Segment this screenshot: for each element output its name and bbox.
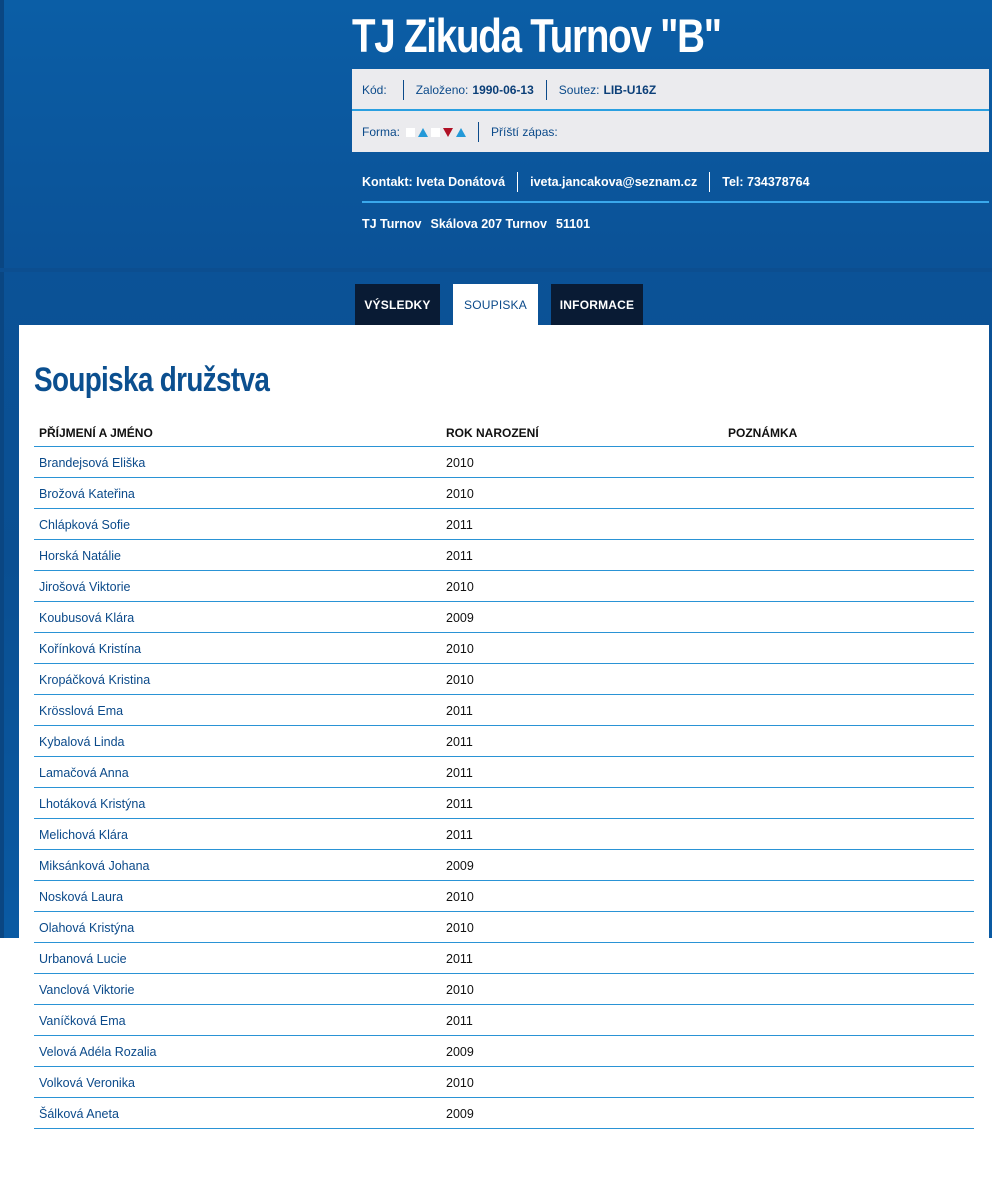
player-birth-year: 2010	[446, 921, 474, 935]
player-birth-year: 2010	[446, 456, 474, 470]
player-note	[728, 1019, 974, 1021]
tab-roster[interactable]: SOUPISKA	[453, 284, 538, 325]
table-row	[34, 1098, 974, 1129]
player-name-link[interactable]: Šálková Aneta	[39, 1107, 119, 1121]
address-street: Skálova 207 Turnov	[430, 217, 547, 231]
player-name-link[interactable]: Brandejsová Eliška	[39, 456, 146, 470]
contact-email-link[interactable]: iveta.jancakova@seznam.cz	[530, 175, 698, 189]
founded-value: 1990-06-13	[472, 83, 534, 97]
tab-information[interactable]: INFORMACE	[551, 284, 643, 325]
form-win-icon	[418, 128, 428, 137]
form-loss-icon	[443, 128, 453, 137]
table-row	[34, 881, 974, 912]
next-match-label: Příští zápas:	[491, 125, 558, 139]
player-name-link[interactable]: Krösslová Ema	[39, 704, 124, 718]
player-name-link[interactable]: Vaníčková Ema	[39, 1014, 126, 1028]
form-win-icon	[456, 128, 466, 137]
player-note	[728, 523, 974, 525]
contact-separator	[517, 172, 518, 192]
player-birth-year: 2011	[446, 766, 473, 780]
player-birth-year: 2010	[446, 487, 474, 501]
player-name-link[interactable]: Vanclová Viktorie	[39, 983, 135, 997]
roster-table	[34, 419, 974, 1129]
table-row	[34, 788, 974, 819]
player-note	[728, 647, 974, 649]
table-row	[34, 695, 974, 726]
player-name-link[interactable]: Nosková Laura	[39, 890, 124, 904]
player-name-link[interactable]: Volková Veronika	[39, 1076, 135, 1090]
player-name-link[interactable]: Olahová Kristýna	[39, 921, 135, 935]
player-name-link[interactable]: Lamačová Anna	[39, 766, 129, 780]
player-note	[728, 1050, 974, 1052]
table-row	[34, 726, 974, 757]
player-name-link[interactable]: Horská Natálie	[39, 549, 121, 563]
player-birth-year: 2009	[446, 1045, 474, 1059]
contact-person: Kontakt: Iveta Donátová	[362, 175, 506, 189]
player-name-link[interactable]: Koubusová Klára	[39, 611, 135, 625]
column-header-note: POZNÁMKA	[728, 425, 798, 440]
player-birth-year: 2011	[446, 797, 473, 811]
form-empty-icon	[431, 128, 440, 137]
player-note	[728, 585, 974, 587]
player-name-link[interactable]: Lhotáková Kristýna	[39, 797, 146, 811]
player-name-link[interactable]: Velová Adéla Rozalia	[39, 1045, 157, 1059]
table-row	[34, 757, 974, 788]
player-note	[728, 678, 974, 680]
table-row	[34, 974, 974, 1005]
info-separator	[546, 80, 547, 100]
table-row	[34, 633, 974, 664]
player-birth-year: 2011	[446, 518, 473, 532]
player-name-link[interactable]: Jirošová Viktorie	[39, 580, 131, 594]
player-birth-year: 2011	[446, 735, 473, 749]
left-edge-strip	[0, 0, 4, 938]
table-row	[34, 912, 974, 943]
player-note	[728, 895, 974, 897]
roster-panel	[19, 325, 989, 1203]
player-name-link[interactable]: Kropáčková Kristina	[39, 673, 151, 687]
player-birth-year: 2009	[446, 611, 474, 625]
player-birth-year: 2010	[446, 1076, 474, 1090]
player-birth-year: 2010	[446, 673, 474, 687]
form-label: Forma:	[362, 125, 401, 139]
player-birth-year: 2010	[446, 580, 474, 594]
table-row	[34, 478, 974, 509]
column-header-birth-year: ROK NAROZENÍ	[446, 425, 539, 440]
table-row	[34, 1036, 974, 1067]
table-row	[34, 943, 974, 974]
contact-separator	[709, 172, 710, 192]
player-birth-year: 2011	[446, 952, 473, 966]
player-note	[728, 554, 974, 556]
player-note	[728, 988, 974, 990]
column-header-name: PŘÍJMENÍ A JMÉNO	[39, 425, 153, 440]
form-empty-icon	[406, 128, 415, 137]
player-note	[728, 833, 974, 835]
player-name-link[interactable]: Brožová Kateřina	[39, 487, 135, 501]
founded-label: Založeno:	[415, 83, 469, 97]
team-info-box	[352, 69, 989, 152]
team-tabs	[355, 284, 643, 325]
player-note	[728, 616, 974, 618]
contact-phone: Tel: 734378764	[722, 175, 810, 189]
address-zip: 51101	[556, 217, 591, 231]
player-note	[728, 957, 974, 959]
code-label: Kód:	[362, 83, 387, 97]
competition-value[interactable]: LIB-U16Z	[603, 83, 657, 97]
player-note	[728, 492, 974, 494]
header-divider-band	[0, 268, 992, 272]
table-row	[34, 1005, 974, 1036]
info-separator	[403, 80, 404, 100]
player-birth-year: 2009	[446, 1107, 474, 1121]
player-name-link[interactable]: Melichová Klára	[39, 828, 128, 842]
competition-label: Soutez:	[558, 83, 600, 97]
info-separator	[478, 122, 479, 142]
player-name-link[interactable]: Chlápková Sofie	[39, 518, 131, 532]
player-birth-year: 2010	[446, 983, 474, 997]
player-birth-year: 2011	[446, 1014, 473, 1028]
player-birth-year: 2011	[446, 549, 473, 563]
address-club: TJ Turnov	[362, 217, 422, 231]
address-row	[362, 214, 590, 234]
table-row	[34, 664, 974, 695]
player-birth-year: 2011	[446, 828, 473, 842]
player-note	[728, 461, 974, 463]
tab-results[interactable]: VÝSLEDKY	[355, 284, 440, 325]
table-row	[34, 850, 974, 881]
contact-row	[362, 172, 810, 192]
player-note	[728, 802, 974, 804]
roster-body	[34, 447, 974, 1129]
player-name-link[interactable]: Kybalová Linda	[39, 735, 125, 749]
contact-divider	[362, 201, 989, 203]
player-note	[728, 1081, 974, 1083]
roster-header-row	[34, 419, 974, 447]
player-note	[728, 926, 974, 928]
table-row	[34, 819, 974, 850]
player-name-link[interactable]: Urbanová Lucie	[39, 952, 127, 966]
team-title: TJ Zikuda Turnov "B"	[352, 9, 721, 62]
table-row	[34, 1067, 974, 1098]
player-birth-year: 2011	[446, 704, 473, 718]
table-row	[34, 540, 974, 571]
table-row	[34, 571, 974, 602]
info-divider	[352, 109, 989, 111]
team-info-row-1	[362, 80, 989, 100]
table-row	[34, 509, 974, 540]
player-birth-year: 2010	[446, 890, 474, 904]
team-info-row-2	[362, 122, 989, 142]
player-note	[728, 864, 974, 866]
form-indicator	[406, 128, 466, 137]
table-row	[34, 602, 974, 633]
player-birth-year: 2010	[446, 642, 474, 656]
player-note	[728, 709, 974, 711]
player-name-link[interactable]: Miksánková Johana	[39, 859, 150, 873]
player-note	[728, 740, 974, 742]
player-name-link[interactable]: Kořínková Kristína	[39, 642, 142, 656]
page-title: Soupiska družstva	[34, 361, 270, 399]
player-note	[728, 771, 974, 773]
table-row	[34, 447, 974, 478]
player-birth-year: 2009	[446, 859, 474, 873]
player-note	[728, 1112, 974, 1114]
